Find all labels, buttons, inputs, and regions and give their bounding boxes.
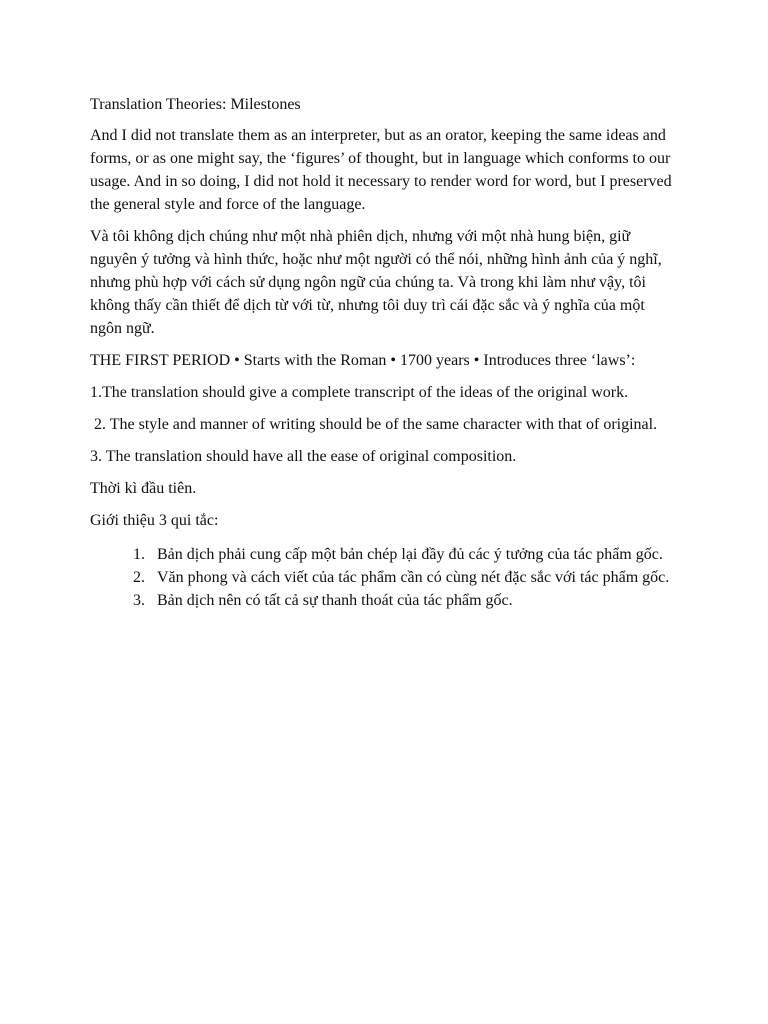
document-page bbox=[90, 93, 680, 612]
list-item-text: Văn phong và cách viết của tác phẩm cần có cùng nét đặc sắc với tác phẩm gốc. bbox=[157, 569, 670, 586]
list-item bbox=[133, 589, 680, 612]
law-3-paragraph: 3. The translation should have all the ease of original composition. bbox=[90, 448, 517, 465]
document-title: Translation Theories: Milestones bbox=[90, 96, 301, 113]
law-2-paragraph: 2. The style and manner of writing should be of the same character with that of original. bbox=[94, 416, 658, 433]
list-item-number: 3. bbox=[133, 592, 145, 609]
quote-english: And I did not translate them as an interpreter, but as an orator, keeping the same ideas and forms, or as one might say, the ‘figures’ of thought, but in language which conforms to our usage. And in so doing, I did not hold it necessary to render word for word, but I preserved the general style and force of the language. bbox=[90, 127, 672, 213]
law-1-paragraph: 1.The translation should give a complete transcript of the ideas of the original work. bbox=[90, 384, 629, 401]
list-item-number: 2. bbox=[133, 569, 145, 586]
rules-list-vietnamese bbox=[90, 543, 680, 612]
list-item-text: Bản dịch nên có tất cả sự thanh thoát của tác phẩm gốc. bbox=[157, 592, 513, 609]
quote-vietnamese: Và tôi không dịch chúng như một nhà phiên dịch, nhưng với một nhà hung biện, giữ nguyên ý tưởng và hình thức, hoặc như một người có thể nói, những hình ảnh của ý nghĩ, nhưng phù hợp với cách sử dụng ngôn ngữ của chúng ta. Và trong khi làm như vậy, tôi không thấy cần thiết để dịch từ với từ, nhưng tôi duy trì cái đặc sắc và ý nghĩa của một ngôn ngữ. bbox=[90, 228, 662, 337]
list-item-text: Bản dịch phải cung cấp một bản chép lại đầy đủ các ý tưởng của tác phẩm gốc. bbox=[157, 546, 663, 563]
intro-rules-vietnamese: Giới thiệu 3 qui tắc: bbox=[90, 512, 219, 529]
period-vietnamese: Thời kì đầu tiên. bbox=[90, 480, 197, 497]
list-item bbox=[133, 566, 680, 589]
first-period-heading: THE FIRST PERIOD • Starts with the Roman • 1700 years • Introduces three ‘laws’: bbox=[90, 352, 636, 369]
list-item-number: 1. bbox=[133, 546, 145, 563]
list-item bbox=[133, 543, 680, 566]
